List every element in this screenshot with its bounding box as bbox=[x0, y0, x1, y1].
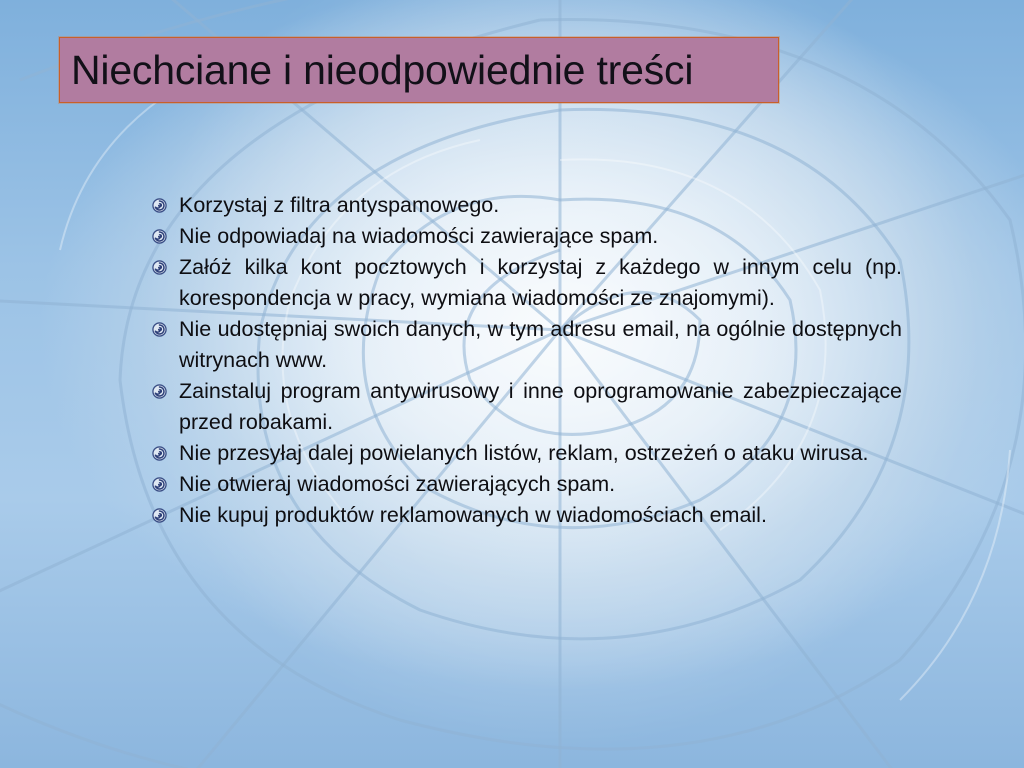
list-item bbox=[150, 469, 902, 500]
list-item bbox=[150, 500, 902, 531]
bullet-text: Załóż kilka kont pocztowych i korzystaj z każdego w innym celu (np. korespondencja w pracy, wymiana wiadomości ze znajomymi). bbox=[179, 255, 902, 310]
swirl-bullet-icon bbox=[152, 384, 167, 399]
bullet-text: Zainstaluj program antywirusowy i inne oprogramowanie zabezpieczające przed robakami. bbox=[179, 379, 902, 434]
bullet-text: Nie udostępniaj swoich danych, w tym adresu email, na ogólnie dostępnych witrynach www. bbox=[179, 317, 902, 372]
swirl-bullet-icon bbox=[152, 508, 167, 523]
bullet-list bbox=[150, 190, 902, 531]
swirl-bullet-icon bbox=[152, 260, 167, 275]
bullet-text: Nie odpowiadaj na wiadomości zawierające spam. bbox=[179, 224, 659, 248]
list-item bbox=[150, 252, 902, 314]
bullet-text: Nie przesyłaj dalej powielanych listów, reklam, ostrzeżeń o ataku wirusa. bbox=[179, 441, 869, 465]
bullet-text: Nie otwieraj wiadomości zawierających spam. bbox=[179, 472, 616, 496]
title-box bbox=[59, 37, 779, 103]
list-item bbox=[150, 314, 902, 376]
swirl-bullet-icon bbox=[152, 322, 167, 337]
bullet-text: Nie kupuj produktów reklamowanych w wiadomościach email. bbox=[179, 503, 767, 527]
swirl-bullet-icon bbox=[152, 477, 167, 492]
bullet-text: Korzystaj z filtra antyspamowego. bbox=[179, 193, 500, 217]
list-item bbox=[150, 190, 902, 221]
swirl-bullet-icon bbox=[152, 229, 167, 244]
list-item bbox=[150, 438, 902, 469]
list-item bbox=[150, 376, 902, 438]
slide-title: Niechciane i nieodpowiednie treści bbox=[71, 47, 694, 93]
list-item bbox=[150, 221, 902, 252]
swirl-bullet-icon bbox=[152, 446, 167, 461]
swirl-bullet-icon bbox=[152, 198, 167, 213]
